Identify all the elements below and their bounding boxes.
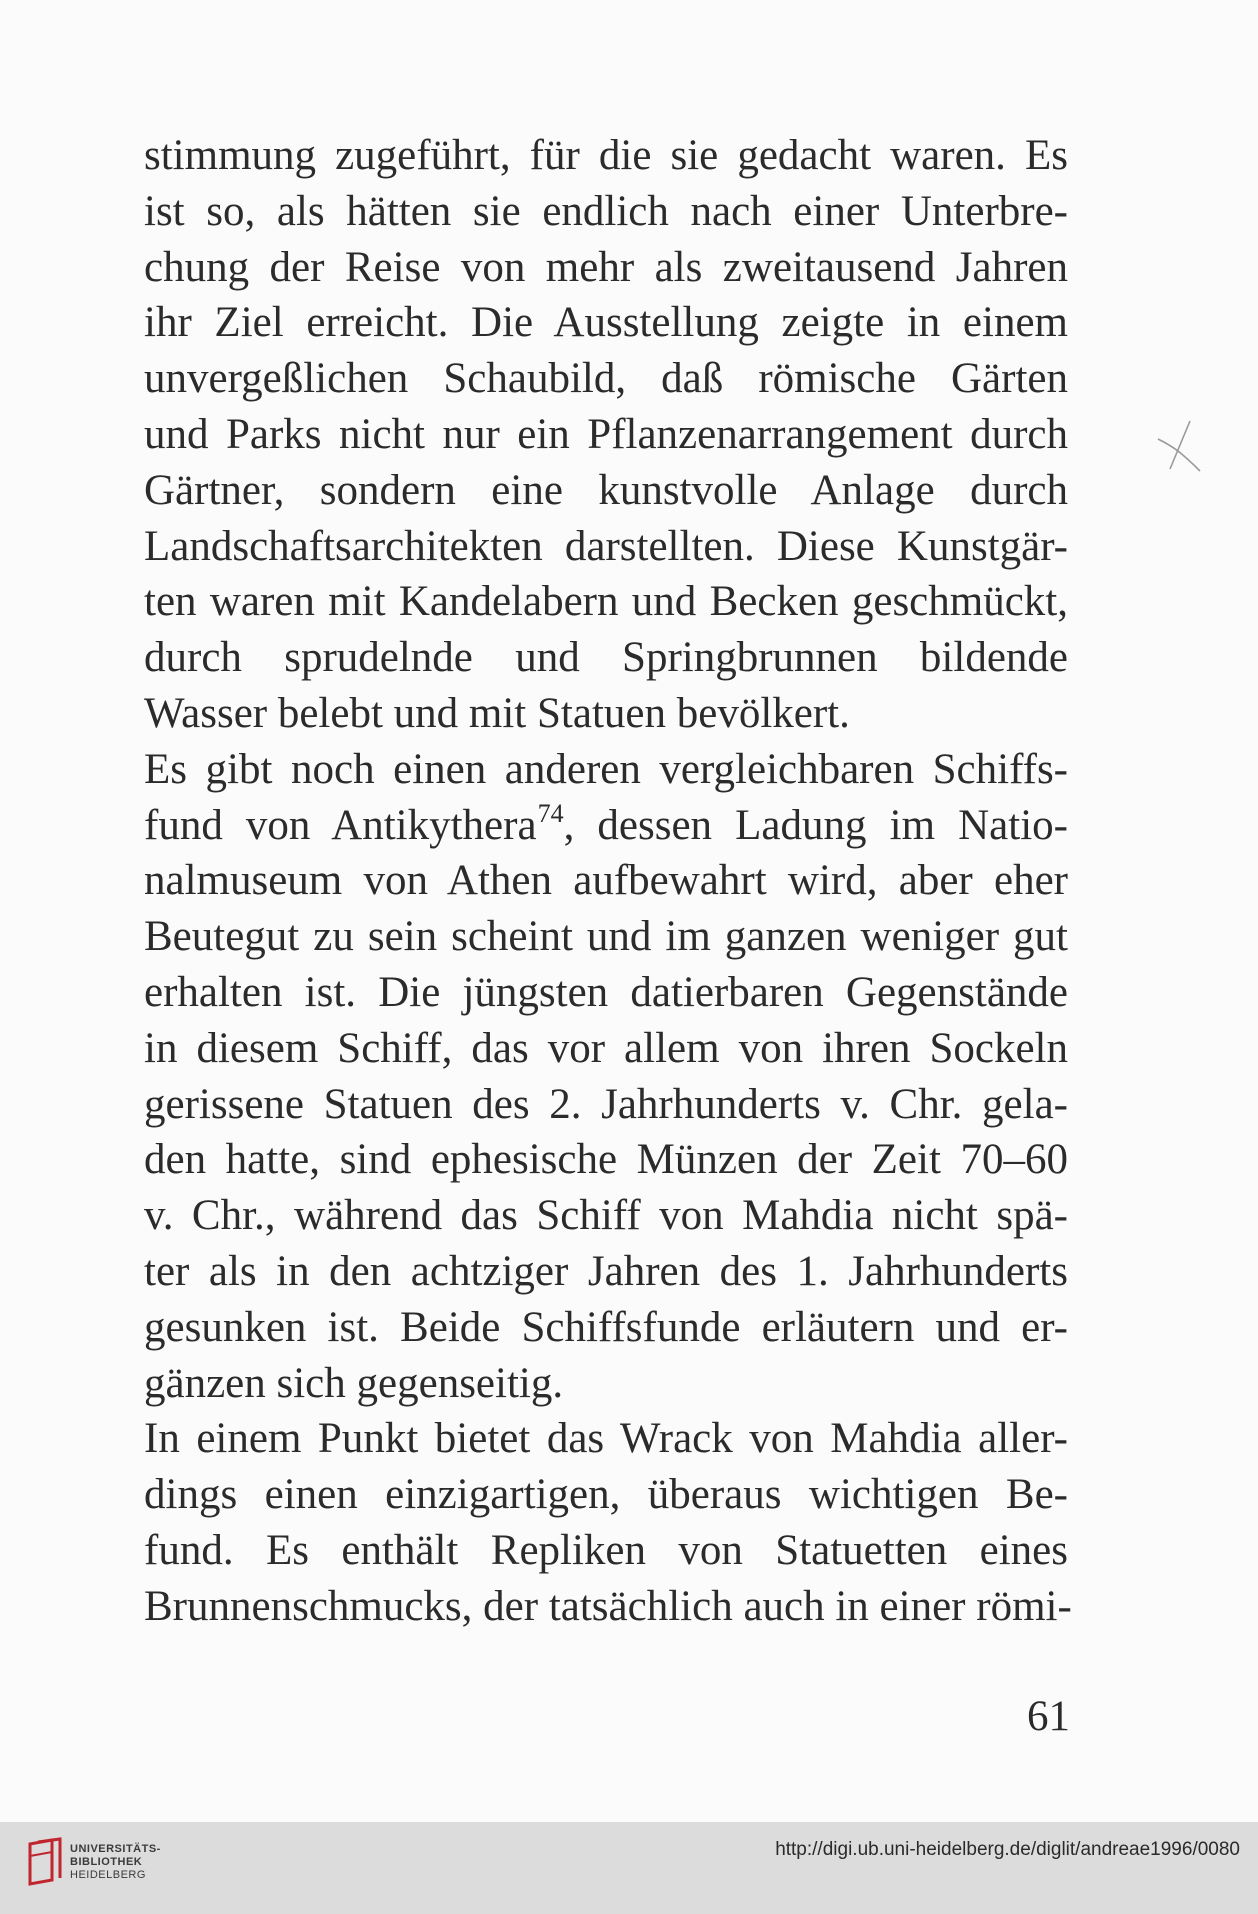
text-line-content: unvergeßlichen Schaubild, daß römische Gärten <box>144 355 1068 403</box>
text-line <box>144 1523 1068 1579</box>
text-line-content: ist so, als hätten sie endlich nach einer Unterbre- <box>144 187 1068 235</box>
text-line <box>144 407 1068 463</box>
text-line <box>144 965 1068 1021</box>
text-line-content: erhalten ist. Die jüngsten datierbaren Gegenstände <box>144 968 1068 1016</box>
text-line-content: Landschaftsarchitekten darstellten. Diese Kunstgär- <box>144 522 1068 570</box>
source-url-link[interactable]: http://digi.ub.uni-heidelberg.de/diglit/andreae1996/0080 <box>775 1839 1240 1860</box>
text-line-content: Es gibt noch einen anderen vergleichbaren Schiffs- <box>144 745 1068 793</box>
text-line-content: Brunnenschmucks, der tatsächlich auch in einer römi- <box>144 1582 1072 1630</box>
text-line <box>144 1579 1072 1635</box>
text-line-content: v. Chr., während das Schiff von Mahdia nicht spä- <box>144 1192 1068 1240</box>
text-line-content: gänzen sich gegenseitig. <box>144 1359 564 1407</box>
text-line <box>144 1411 1068 1467</box>
text-line <box>144 351 1068 407</box>
margin-x-mark-icon <box>1156 415 1202 475</box>
text-line-content: durch sprudelnde und Springbrunnen bildende <box>144 634 1068 682</box>
text-line <box>144 574 1068 630</box>
text-line-content: und Parks nicht nur ein Pflanzenarrangement durch <box>144 410 1068 458</box>
text-line-content: ihr Ziel erreicht. Die Ausstellung zeigte in einem <box>144 299 1068 347</box>
text-line <box>144 295 1068 351</box>
text-line <box>144 1077 1068 1133</box>
text-line-content: nalmuseum von Athen aufbewahrt wird, aber eher <box>144 857 1068 905</box>
text-line <box>144 798 1068 854</box>
library-name <box>70 1843 161 1882</box>
text-line-content: dings einen einzigartigen, überaus wichtigen Be- <box>144 1471 1068 1519</box>
library-name-line-2: BIBLIOTHEK <box>70 1856 143 1868</box>
body-text <box>144 128 1072 1635</box>
text-line <box>144 853 1068 909</box>
text-line-content: Gärtner, sondern eine kunstvolle Anlage durch <box>144 466 1068 514</box>
text-line <box>144 1467 1068 1523</box>
digitization-footer <box>0 1822 1258 1914</box>
text-line <box>144 1244 1068 1300</box>
text-line-content: den hatte, sind ephesische Münzen der Zeit 70–60 <box>144 1136 1068 1184</box>
text-line-content: ten waren mit Kandelabern und Becken geschmückt, <box>144 578 1068 626</box>
text-line-content: Beutegut zu sein scheint und im ganzen weniger gut <box>144 913 1068 961</box>
text-line-content: in diesem Schiff, das vor allem von ihren Sockeln <box>144 1024 1068 1072</box>
text-line-content: ter als in den achtziger Jahren des 1. Jahrhunderts <box>144 1247 1068 1295</box>
text-line-content: In einem Punkt bietet das Wrack von Mahdia aller- <box>144 1415 1068 1463</box>
text-line <box>144 128 1068 184</box>
text-line <box>144 184 1068 240</box>
text-line <box>144 909 1068 965</box>
text-line <box>144 630 1068 686</box>
library-name-line-3: HEIDELBERG <box>70 1869 146 1881</box>
text-line <box>144 742 1068 798</box>
text-line-content: Wasser belebt und mit Statuen bevölkert. <box>144 689 850 737</box>
text-line <box>144 1132 1068 1188</box>
text-line <box>144 519 1068 575</box>
text-line-content: chung der Reise von mehr als zweitausend Jahren <box>144 243 1068 291</box>
text-line <box>144 1356 1068 1412</box>
page-number: 61 <box>1027 1693 1070 1740</box>
footnote-reference: 74 <box>537 798 564 828</box>
text-line-content: fund. Es enthält Repliken von Statuetten eines <box>144 1526 1068 1574</box>
text-line <box>144 686 1068 742</box>
text-line-content: fund von Antikythera <box>144 801 537 849</box>
text-line <box>144 463 1068 519</box>
text-line-continuation: , dessen Ladung im Natio- <box>563 801 1068 849</box>
text-line <box>144 1188 1068 1244</box>
text-line <box>144 1300 1068 1356</box>
library-name-line-1: UNIVERSITÄTS- <box>70 1843 161 1855</box>
text-line-content: gerissene Statuen des 2. Jahrhunderts v. Chr. gela- <box>144 1080 1068 1128</box>
text-line-content: gesunken ist. Beide Schiffsfunde erläutern und er- <box>144 1303 1068 1351</box>
text-line <box>144 1021 1068 1077</box>
university-library-logo-icon <box>26 1836 64 1890</box>
margin-pencil-mark <box>1156 415 1202 479</box>
text-line <box>144 240 1068 296</box>
text-line-content: stimmung zugeführt, für die sie gedacht waren. Es <box>144 132 1068 179</box>
